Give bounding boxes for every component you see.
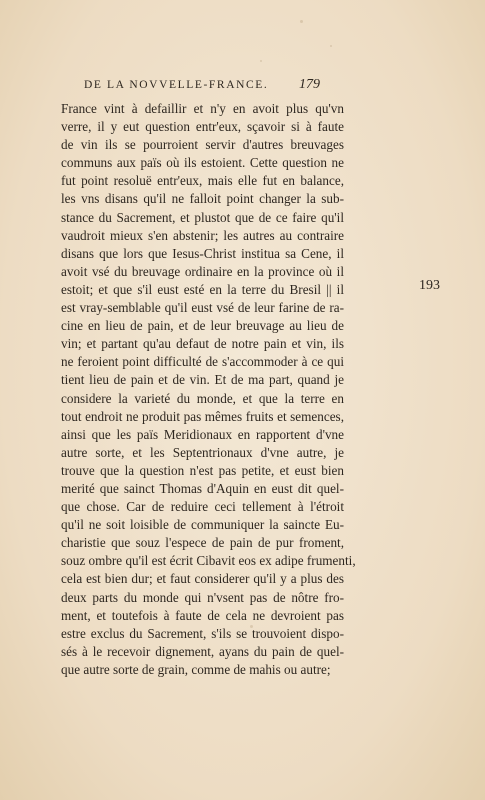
text-line: que autre sorte de grain, comme de mahis ou autre; bbox=[61, 661, 331, 677]
text-line: trouve que la question n'est pas petite, et eust bien bbox=[61, 462, 344, 478]
text-line: stance du Sacrement, et plustot que de ce faire qu'il bbox=[61, 209, 344, 225]
margin-page-reference: 193 bbox=[419, 278, 440, 293]
text-line: tient lieu de pain et de vin. Et de ma part, quand je bbox=[61, 372, 344, 388]
running-head: DE LA NOVVELLE-FRANCE. bbox=[84, 79, 269, 91]
text-line: ainsi que les païs Meridionaux en rapportent d'vne bbox=[61, 426, 344, 442]
text-line: France vint à defaillir et n'y en avoit plus qu'vn bbox=[61, 101, 344, 116]
text-line: est vray-semblable qu'il eust vsé de leur farine de ra- bbox=[61, 300, 344, 316]
text-line: merité que sainct Thomas d'Aquin en eust dit quel- bbox=[61, 480, 344, 496]
text-line: vaudroit mieux s'en abstenir; les autres au contraire bbox=[61, 227, 344, 243]
text-line: sés à le recevoir dignement, ayans du pain de quel- bbox=[61, 643, 344, 659]
text-line: autre sorte, et les Septentrionaux d'vne autre, je bbox=[61, 444, 344, 460]
text-line: estoit; et que s'il eust esté en la terre du Bresil || il bbox=[61, 281, 344, 297]
text-line: estre exclus du Sacrement, s'ils se trouvoient dispo- bbox=[61, 625, 344, 641]
text-line: charistie que souz l'espece de pain de pur froment, bbox=[61, 535, 344, 551]
text-line: les vns disans qu'il ne falloit point changer la sub- bbox=[61, 191, 344, 207]
text-line: verre, il y eut question entr'eux, sçavoir si à faute bbox=[61, 119, 344, 135]
page-number: 179 bbox=[299, 77, 320, 92]
text-line: ment, et toutefois à faute de cela ne devroient pas bbox=[61, 607, 344, 623]
text-line: de vin ils se pourroient servir d'autres breuvages bbox=[61, 137, 344, 153]
text-line: tout endroit ne produit pas mêmes fruits et semences, bbox=[61, 408, 344, 424]
text-line: qu'il ne soit loisible de communiquer la saincte Eu- bbox=[61, 517, 344, 533]
text-line: considere la varieté du monde, et que la terre en bbox=[61, 390, 344, 406]
text-line: deux parts du monde qui n'vsent pas de nôtre fro- bbox=[61, 589, 344, 605]
text-line: disans que lors que Iesus-Christ institua sa Cene, il bbox=[61, 245, 344, 261]
text-line: cela est bien dur; et faut considerer qu'il y a plus des bbox=[61, 571, 344, 587]
text-line: vin; et partant qu'au defaut de notre pain et vin, ils bbox=[61, 336, 344, 352]
text-line: communs aux païs où ils estoient. Cette question ne bbox=[61, 155, 344, 171]
foxing-spot bbox=[330, 45, 332, 47]
text-line: que chose. Car de reduire ceci tellement à l'étroit bbox=[61, 499, 344, 515]
text-line: fut point resoluë entr'eux, mais elle fut en balance, bbox=[61, 173, 344, 189]
text-line: ne feroient point difficulté de s'accommoder à ce qui bbox=[61, 354, 344, 370]
foxing-spot bbox=[300, 20, 303, 23]
text-line: avoit vsé du breuvage ordinaire en la province où il bbox=[61, 263, 344, 279]
text-line: souz ombre qu'il est écrit Cibavit eos ex adipe frumenti, bbox=[61, 553, 356, 569]
text-line: cine en lieu de pain, et de leur breuvage au lieu de bbox=[61, 318, 344, 334]
foxing-spot bbox=[260, 60, 262, 62]
body-text bbox=[61, 100, 356, 679]
